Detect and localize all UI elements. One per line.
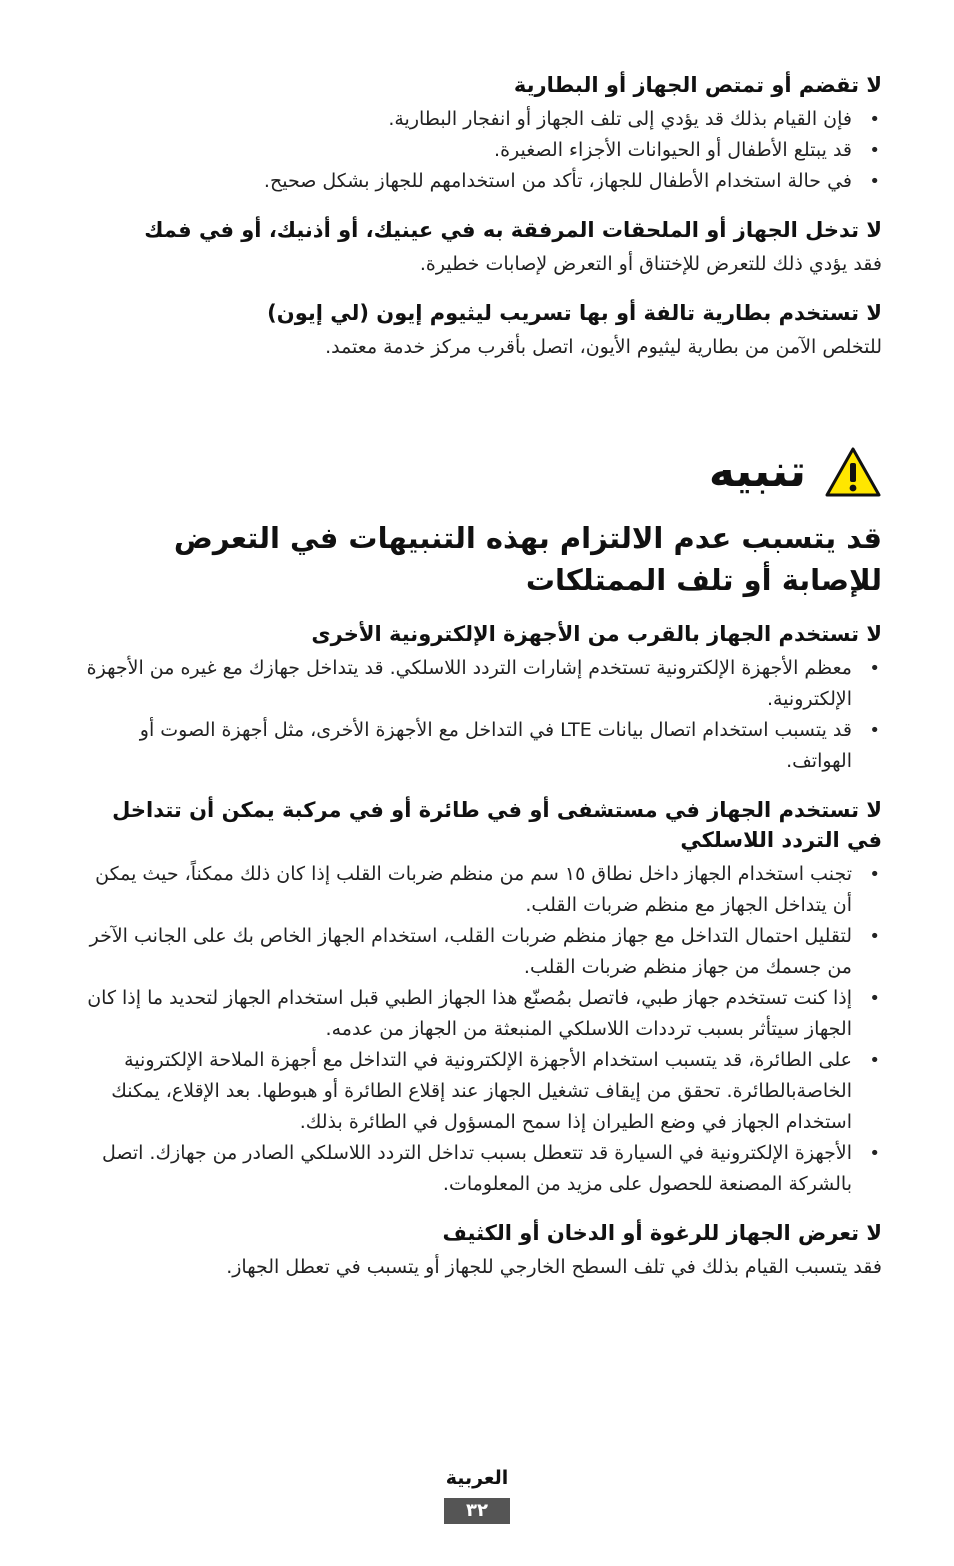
list-item: • إذا كنت تستخدم جهاز طبي، فاتصل بمُصنّع هذا الجهاز الطبي قبل استخدام الجهاز لتحديد ما إذا كان الجهاز سيتأثر بسبب ترددات اللاسلكي المنبعثة من الجهاز من عدمه. <box>82 983 882 1045</box>
caution-title: تنبيه <box>708 446 806 497</box>
list-item: • الأجهزة الإلكترونية في السيارة قد تتعطل بسبب تداخل التردد اللاسلكي الصادر من جهازك. اتصل بالشركة المصنعة للحصول على مزيد من المعلومات. <box>82 1138 882 1200</box>
section-near-electronics <box>82 619 882 777</box>
list-item: • فإن القيام بذلك قد يؤدي إلى تلف الجهاز أو انفجار البطارية. <box>82 104 882 135</box>
section-heading: لا تقضم أو تمتص الجهاز أو البطارية <box>513 73 882 97</box>
section-text: فقد يؤدي ذلك للتعرض للإختناق أو التعرض لإصابات خطيرة. <box>419 253 882 275</box>
section-heading: لا تستخدم الجهاز بالقرب من الأجهزة الإلكترونية الأخرى <box>311 622 882 646</box>
list-item: • لتقليل احتمال التداخل مع جهاز منظم ضربات القلب، استخدام الجهاز الخاص بك على الجانب الآخر من جسمك من جهاز منظم ضربات القلب. <box>82 921 882 983</box>
footer-language: العربية <box>445 1467 509 1489</box>
section-heading: لا تعرض الجهاز للرغوة أو الدخان أو الكثيف <box>442 1221 882 1245</box>
section-text: فقد يتسبب القيام بذلك في تلف السطح الخارجي للجهاز أو يتسبب في تعطل الجهاز. <box>226 1256 882 1278</box>
bullet-list <box>82 859 882 1200</box>
list-item: • على الطائرة، قد يتسبب استخدام الأجهزة الإلكترونية في التداخل مع أجهزة الملاحة الإلكترونية الخاصةبالطائرة. تحقق من إيقاف تشغيل الجهاز عند إقلاع الطائرة أو هبوطها. بعد الإقلاع، يمكنك استخدام الجهاز في وضع الطيران إذا سمح المسؤول في الطائرة بذلك. <box>82 1045 882 1138</box>
section-heading: لا تستخدم بطارية تالفة أو بها تسريب ليثيوم إيون (لي إيون) <box>267 301 882 325</box>
section-insert-device <box>82 215 882 280</box>
bullet-list <box>82 653 882 777</box>
list-item: • قد يتسبب استخدام اتصال بيانات LTE في التداخل مع الأجهزة الأخرى، مثل أجهزة الصوت أو الهواتف. <box>82 715 882 777</box>
section-heading: لا تدخل الجهاز أو الملحقات المرفقة به في عينيك، أو أذنيك، أو في فمك <box>144 218 882 242</box>
list-item: • تجنب استخدام الجهاز داخل نطاق ١٥ سم من منظم ضربات القلب إذا كان ذلك ممكناً، حيث يمكن أن يتداخل الجهاز مع منظم ضربات القلب. <box>82 859 882 921</box>
bullet-list <box>82 104 882 197</box>
list-item: • قد يبتلع الأطفال أو الحيوانات الأجزاء الصغيرة. <box>82 135 882 166</box>
list-item: • معظم الأجهزة الإلكترونية تستخدم إشارات التردد اللاسلكي. قد يتداخل جهازك مع غيره من الأجهزة الإلكترونية. <box>82 653 882 715</box>
page-content <box>82 70 882 1301</box>
caution-header <box>82 437 882 507</box>
section-damaged-battery <box>82 298 882 363</box>
warning-triangle-icon <box>824 446 882 498</box>
section-foam-smoke <box>82 1218 882 1283</box>
caution-statement: قد يتسبب عدم الالتزام بهذه التنبيهات في التعرض للإصابة أو تلف الممتلكات <box>173 521 882 597</box>
page-number: ٣٢ <box>444 1498 510 1524</box>
section-text: للتخلص الآمن من بطارية ليثيوم الأيون، اتصل بأقرب مركز خدمة معتمد. <box>325 336 882 358</box>
section-heading: لا تستخدم الجهاز في مستشفى أو في طائرة أو في مركبة يمكن أن تتداخل في التردد اللاسلكي <box>112 798 882 852</box>
section-hospital-aircraft <box>82 795 882 1200</box>
section-bite-battery <box>82 70 882 197</box>
page-footer <box>0 1466 954 1524</box>
list-item: • في حالة استخدام الأطفال للجهاز، تأكد من استخدامهم للجهاز بشكل صحيح. <box>82 166 882 197</box>
